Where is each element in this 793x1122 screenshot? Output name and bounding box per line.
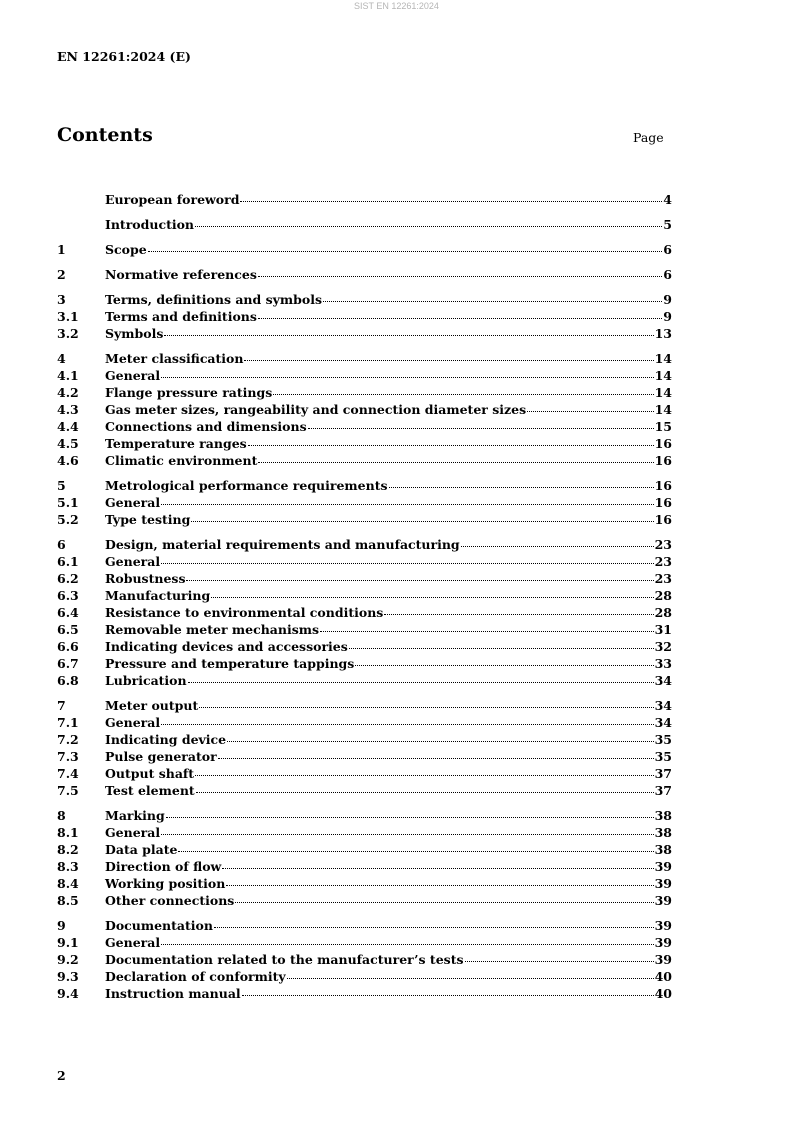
- toc-entry-number: 5: [57, 478, 66, 493]
- toc-entry-title: Documentation: [105, 918, 213, 933]
- toc-entry-title: Terms and definitions: [105, 309, 257, 324]
- toc-entry-page: 4: [663, 192, 672, 207]
- toc-entry[interactable]: [57, 418, 672, 435]
- toc-entry-page: 23: [654, 537, 672, 552]
- toc-entry-title: Indicating device: [105, 732, 227, 747]
- toc-section-group: [57, 291, 672, 342]
- dot-leader: [355, 665, 653, 666]
- toc-entry-title: Meter output: [105, 698, 199, 713]
- toc-entry-page: 15: [654, 419, 672, 434]
- toc-entry-number: 9.1: [57, 935, 79, 950]
- toc-entry-title: Direction of flow: [105, 859, 222, 874]
- dot-leader: [273, 394, 653, 395]
- toc-entry-title: Removable meter mechanisms: [105, 622, 320, 637]
- toc-entry-page: 38: [654, 842, 672, 857]
- toc-entry-number: 6.7: [57, 656, 79, 671]
- toc-entry-title: Meter classification: [105, 351, 244, 366]
- toc-entry[interactable]: [57, 638, 672, 655]
- toc-entry-page: 35: [654, 732, 672, 747]
- dot-leader: [461, 546, 654, 547]
- toc-section-group: [57, 241, 672, 258]
- toc-entry-title: Resistance to environmental conditions: [105, 605, 384, 620]
- toc-entry-number: 7.1: [57, 715, 79, 730]
- toc-entry-title: Climatic environment: [105, 453, 258, 468]
- toc-entry-number: 8.4: [57, 876, 79, 891]
- toc-entry-number: 6.2: [57, 571, 79, 586]
- dot-leader: [166, 817, 654, 818]
- toc-entry-title: General: [105, 495, 161, 510]
- toc-entry-page: 23: [654, 554, 672, 569]
- toc-entry-number: 8: [57, 808, 66, 823]
- dot-leader: [164, 335, 653, 336]
- toc-entry-number: 4.3: [57, 402, 79, 417]
- dot-leader: [389, 487, 654, 488]
- toc-entry-page: 37: [654, 783, 672, 798]
- toc-entry[interactable]: [57, 748, 672, 765]
- toc-entry-number: 4.4: [57, 419, 79, 434]
- toc-entry[interactable]: [57, 892, 672, 909]
- toc-entry-page: 39: [654, 918, 672, 933]
- toc-entry[interactable]: [57, 917, 672, 934]
- toc-entry-page: 28: [654, 605, 672, 620]
- dot-leader: [196, 792, 654, 793]
- dot-leader: [199, 707, 653, 708]
- toc-entry[interactable]: [57, 604, 672, 621]
- toc-entry-page: 39: [654, 952, 672, 967]
- dot-leader: [258, 318, 662, 319]
- toc-entry[interactable]: [57, 477, 672, 494]
- toc-entry-page: 33: [654, 656, 672, 671]
- dot-leader: [244, 360, 653, 361]
- toc-entry-title: Lubrication: [105, 673, 187, 688]
- toc-section-group: [57, 216, 672, 233]
- table-of-contents: [57, 191, 672, 1010]
- dot-leader: [258, 276, 662, 277]
- toc-entry-page: 39: [654, 935, 672, 950]
- toc-entry-number: 1: [57, 242, 66, 257]
- toc-section-group: [57, 191, 672, 208]
- toc-entry-title: Marking: [105, 808, 165, 823]
- toc-entry-number: 3: [57, 292, 66, 307]
- toc-entry-title: Scope: [105, 242, 147, 257]
- toc-entry-page: 14: [654, 351, 672, 366]
- document-id: EN 12261:2024 (E): [57, 49, 191, 64]
- toc-entry-page: 37: [654, 766, 672, 781]
- toc-entry[interactable]: [57, 511, 672, 528]
- toc-entry-title: Metrological performance requirements: [105, 478, 388, 493]
- toc-entry-title: Design, material requirements and manufacturing: [105, 537, 460, 552]
- toc-entry-title: Connections and dimensions: [105, 419, 307, 434]
- toc-entry-number: 5.1: [57, 495, 79, 510]
- toc-entry-number: 5.2: [57, 512, 79, 527]
- toc-entry-title: Instruction manual: [105, 986, 241, 1001]
- toc-entry-page: 40: [654, 986, 672, 1001]
- toc-entry-title: Normative references: [105, 267, 257, 282]
- toc-entry-page: 5: [663, 217, 672, 232]
- dot-leader: [186, 580, 653, 581]
- dot-leader: [195, 226, 662, 227]
- toc-entry[interactable]: [57, 401, 672, 418]
- toc-entry-title: Type testing: [105, 512, 191, 527]
- toc-entry-number: 9.3: [57, 969, 79, 984]
- page-number: 2: [57, 1068, 66, 1083]
- toc-entry[interactable]: [57, 367, 672, 384]
- toc-entry-page: 16: [654, 453, 672, 468]
- toc-entry-page: 9: [663, 292, 672, 307]
- watermark: SIST EN 12261:2024: [354, 1, 439, 11]
- toc-entry-title: General: [105, 715, 161, 730]
- dot-leader: [148, 251, 663, 252]
- toc-entry-number: 9.2: [57, 952, 79, 967]
- toc-entry-number: 4.1: [57, 368, 79, 383]
- dot-leader: [235, 902, 653, 903]
- toc-entry-page: 9: [663, 309, 672, 324]
- toc-entry[interactable]: [57, 241, 672, 258]
- toc-entry-page: 40: [654, 969, 672, 984]
- dot-leader: [240, 201, 662, 202]
- toc-entry-page: 28: [654, 588, 672, 603]
- toc-section-group: [57, 917, 672, 1002]
- toc-entry[interactable]: [57, 731, 672, 748]
- toc-entry-page: 14: [654, 402, 672, 417]
- toc-entry[interactable]: [57, 841, 672, 858]
- toc-entry-title: European foreword: [105, 192, 240, 207]
- toc-entry[interactable]: [57, 672, 672, 689]
- toc-entry-title: Data plate: [105, 842, 178, 857]
- toc-entry-page: 6: [663, 267, 672, 282]
- toc-entry[interactable]: [57, 291, 672, 308]
- toc-entry-number: 6.5: [57, 622, 79, 637]
- dot-leader: [384, 614, 653, 615]
- toc-entry-page: 39: [654, 859, 672, 874]
- dot-leader: [161, 563, 653, 564]
- toc-entry[interactable]: [57, 570, 672, 587]
- page-column-header: Page: [633, 130, 664, 145]
- toc-entry-page: 14: [654, 368, 672, 383]
- toc-entry-number: 4.6: [57, 453, 79, 468]
- toc-entry-number: 4.5: [57, 436, 79, 451]
- toc-entry[interactable]: [57, 452, 672, 469]
- toc-entry[interactable]: [57, 765, 672, 782]
- toc-entry-page: 16: [654, 478, 672, 493]
- toc-entry[interactable]: [57, 782, 672, 799]
- toc-entry-number: 8.3: [57, 859, 79, 874]
- page-title: Contents: [57, 124, 153, 146]
- dot-leader: [349, 648, 654, 649]
- toc-entry[interactable]: [57, 308, 672, 325]
- toc-entry-title: Test element: [105, 783, 195, 798]
- toc-entry[interactable]: [57, 621, 672, 638]
- toc-entry-page: 13: [654, 326, 672, 341]
- toc-entry-page: 31: [654, 622, 672, 637]
- toc-entry-title: Indicating devices and accessories: [105, 639, 348, 654]
- toc-entry[interactable]: [57, 951, 672, 968]
- toc-section-group: [57, 536, 672, 689]
- toc-entry-page: 16: [654, 495, 672, 510]
- toc-entry[interactable]: [57, 350, 672, 367]
- dot-leader: [323, 301, 662, 302]
- toc-entry-number: 9: [57, 918, 66, 933]
- toc-entry-number: 8.2: [57, 842, 79, 857]
- toc-entry-number: 4: [57, 351, 66, 366]
- toc-entry-title: Manufacturing: [105, 588, 211, 603]
- dot-leader: [226, 885, 653, 886]
- toc-entry-page: 39: [654, 876, 672, 891]
- toc-entry-title: Gas meter sizes, rangeability and connection diameter sizes: [105, 402, 527, 417]
- toc-entry[interactable]: [57, 384, 672, 401]
- toc-entry-page: 38: [654, 808, 672, 823]
- toc-entry-page: 32: [654, 639, 672, 654]
- toc-entry-title: Output shaft: [105, 766, 195, 781]
- toc-entry[interactable]: [57, 858, 672, 875]
- toc-entry[interactable]: [57, 875, 672, 892]
- toc-entry-title: Pulse generator: [105, 749, 217, 764]
- toc-entry-title: General: [105, 368, 161, 383]
- toc-entry-number: 8.5: [57, 893, 79, 908]
- toc-entry[interactable]: [57, 807, 672, 824]
- toc-entry-page: 23: [654, 571, 672, 586]
- toc-entry-title: Other connections: [105, 893, 235, 908]
- toc-entry[interactable]: [57, 553, 672, 570]
- toc-entry[interactable]: [57, 325, 672, 342]
- toc-entry-number: 4.2: [57, 385, 79, 400]
- toc-entry[interactable]: [57, 968, 672, 985]
- toc-section-group: [57, 697, 672, 799]
- dot-leader: [248, 445, 654, 446]
- toc-entry-title: General: [105, 825, 161, 840]
- dot-leader: [161, 944, 653, 945]
- toc-entry-title: Documentation related to the manufacturer’s tests: [105, 952, 464, 967]
- toc-entry-number: 7.3: [57, 749, 79, 764]
- toc-entry-page: 34: [654, 715, 672, 730]
- dot-leader: [287, 978, 654, 979]
- toc-entry-page: 38: [654, 825, 672, 840]
- toc-entry-number: 9.4: [57, 986, 79, 1001]
- toc-entry-number: 8.1: [57, 825, 79, 840]
- dot-leader: [222, 868, 653, 869]
- toc-section-group: [57, 266, 672, 283]
- toc-entry-page: 6: [663, 242, 672, 257]
- toc-entry-number: 7: [57, 698, 66, 713]
- toc-entry-title: General: [105, 554, 161, 569]
- dot-leader: [227, 741, 653, 742]
- toc-entry[interactable]: [57, 216, 672, 233]
- toc-entry-page: 35: [654, 749, 672, 764]
- dot-leader: [308, 428, 654, 429]
- toc-entry-title: Symbols: [105, 326, 164, 341]
- dot-leader: [465, 961, 654, 962]
- toc-entry-number: 7.2: [57, 732, 79, 747]
- toc-entry[interactable]: [57, 714, 672, 731]
- toc-entry[interactable]: [57, 655, 672, 672]
- dot-leader: [218, 758, 654, 759]
- toc-entry-title: Robustness: [105, 571, 186, 586]
- toc-entry-number: 6.6: [57, 639, 79, 654]
- toc-entry-title: Terms, definitions and symbols: [105, 292, 322, 307]
- toc-entry-page: 16: [654, 512, 672, 527]
- toc-entry-title: Flange pressure ratings: [105, 385, 273, 400]
- dot-leader: [188, 682, 654, 683]
- toc-section-group: [57, 477, 672, 528]
- dot-leader: [178, 851, 653, 852]
- toc-section-group: [57, 807, 672, 909]
- dot-leader: [161, 834, 653, 835]
- toc-entry-number: 6.1: [57, 554, 79, 569]
- toc-entry[interactable]: [57, 435, 672, 452]
- dot-leader: [214, 927, 654, 928]
- toc-entry[interactable]: [57, 191, 672, 208]
- toc-entry-number: 6.8: [57, 673, 79, 688]
- toc-entry-title: Introduction: [105, 217, 195, 232]
- toc-section-group: [57, 350, 672, 469]
- toc-entry-number: 6.3: [57, 588, 79, 603]
- toc-entry-number: 6: [57, 537, 66, 552]
- toc-entry-title: General: [105, 935, 161, 950]
- dot-leader: [258, 462, 653, 463]
- toc-entry-page: 34: [654, 673, 672, 688]
- dot-leader: [195, 775, 654, 776]
- toc-entry-number: 6.4: [57, 605, 79, 620]
- dot-leader: [242, 995, 654, 996]
- toc-entry-title: Temperature ranges: [105, 436, 247, 451]
- toc-entry[interactable]: [57, 266, 672, 283]
- toc-entry-title: Pressure and temperature tappings: [105, 656, 355, 671]
- toc-entry[interactable]: [57, 824, 672, 841]
- dot-leader: [211, 597, 653, 598]
- toc-entry[interactable]: [57, 587, 672, 604]
- toc-entry-number: 7.5: [57, 783, 79, 798]
- toc-entry-page: 39: [654, 893, 672, 908]
- dot-leader: [161, 504, 653, 505]
- toc-entry[interactable]: [57, 494, 672, 511]
- dot-leader: [191, 521, 653, 522]
- toc-entry-title: Declaration of conformity: [105, 969, 286, 984]
- toc-entry-number: 7.4: [57, 766, 79, 781]
- toc-entry-page: 16: [654, 436, 672, 451]
- dot-leader: [161, 377, 653, 378]
- toc-entry-page: 34: [654, 698, 672, 713]
- toc-entry-number: 2: [57, 267, 66, 282]
- toc-entry[interactable]: [57, 985, 672, 1002]
- dot-leader: [320, 631, 654, 632]
- toc-entry-page: 14: [654, 385, 672, 400]
- toc-entry-number: 3.2: [57, 326, 79, 341]
- toc-entry-number: 3.1: [57, 309, 79, 324]
- dot-leader: [161, 724, 653, 725]
- toc-entry[interactable]: [57, 934, 672, 951]
- dot-leader: [527, 411, 653, 412]
- toc-entry[interactable]: [57, 536, 672, 553]
- toc-entry[interactable]: [57, 697, 672, 714]
- toc-entry-title: Working position: [105, 876, 226, 891]
